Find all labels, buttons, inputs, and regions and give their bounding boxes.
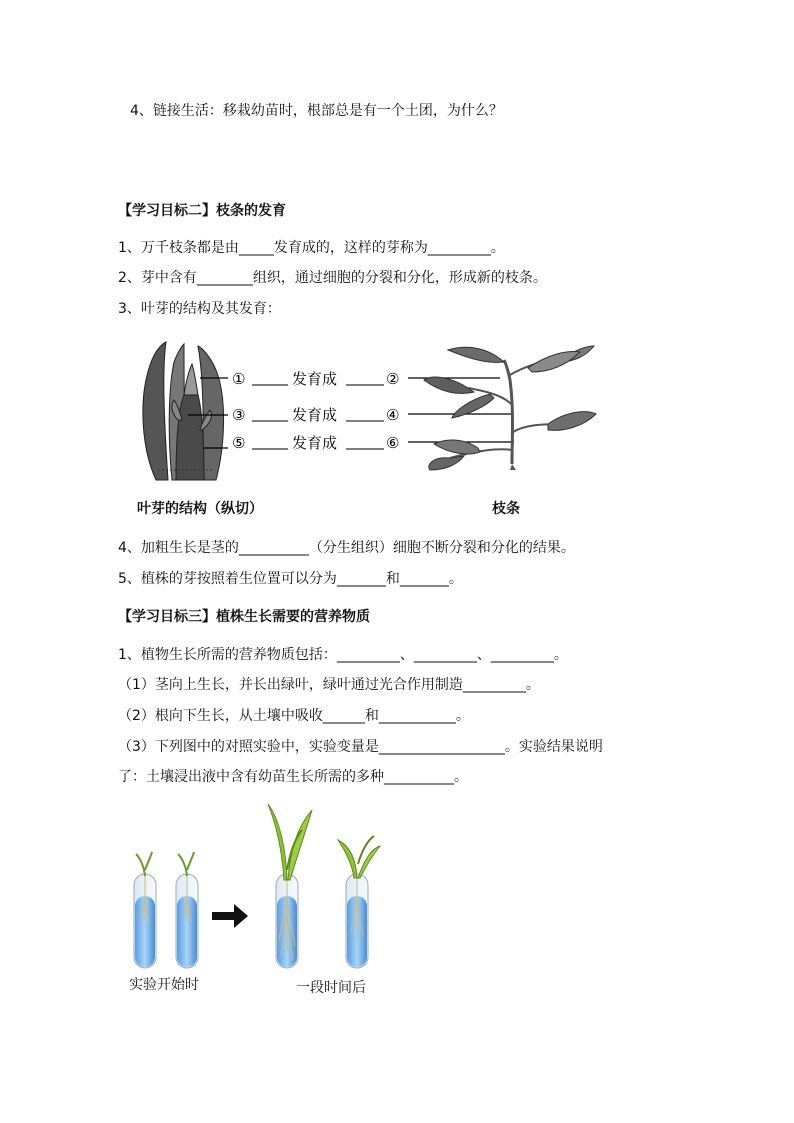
label-circle-4: ④ (386, 406, 400, 424)
question-root-absorb: （2）根向下生长，从土壤中吸收______和___________。 (118, 708, 470, 724)
caption-branch: 枝条 (492, 501, 520, 517)
branch-illustration (424, 346, 596, 470)
question-experiment-variable: （3）下列图中的对照实验中，实验变量是__________________。实验结果说明 (118, 739, 603, 755)
label-develop-2: 发育成 (292, 406, 338, 424)
leaf-bud-section-illustration (143, 342, 224, 480)
question-transplant: 4、链接生活：移栽幼苗时，根部总是有一个土团，为什么？ (130, 103, 503, 119)
arrow-icon (212, 904, 248, 928)
label-circle-3: ③ (232, 406, 246, 424)
question-photosynthesis: （1）茎向上生长，并长出绿叶，绿叶通过光合作用制造_________。 (118, 677, 540, 693)
label-circle-1: ① (232, 370, 246, 388)
label-circle-2: ② (386, 370, 400, 388)
test-tube-start-1 (134, 852, 156, 968)
label-circle-5: ⑤ (232, 434, 246, 452)
test-tube-after-2 (338, 836, 380, 968)
label-circle-6: ⑥ (386, 434, 400, 452)
label-experiment-after: 一段时间后 (296, 980, 366, 996)
question-experiment-conclusion: 了：土壤浸出液中含有幼苗生长所需的多种__________。 (118, 769, 468, 785)
section-title-goal-3: 【学习目标三】植株生长需要的营养物质 (118, 609, 370, 625)
question-bud-tissue: 2、芽中含有________组织，通过细胞的分裂和分化，形成新的枝条。 (118, 270, 547, 286)
leaf-bud-figure (128, 340, 598, 490)
label-experiment-start: 实验开始时 (129, 977, 199, 993)
question-branch-origin: 1、万千枝条都是由_____发育成的，这样的芽称为_________。 (118, 240, 505, 256)
question-nutrients: 1、植物生长所需的营养物质包括：_________、_________、_________。 (118, 647, 568, 663)
question-bud-position: 5、植株的芽按照着生位置可以分为_______和_______。 (118, 571, 463, 587)
question-bud-structure: 3、叶芽的结构及其发育： (118, 301, 281, 317)
test-tube-experiment-figure (118, 800, 398, 980)
test-tube-after-1 (268, 804, 312, 968)
label-develop-3: 发育成 (292, 434, 338, 452)
test-tube-start-2 (176, 852, 198, 968)
question-stem-thickening: 4、加粗生长是茎的__________（分生组织）细胞不断分裂和分化的结果。 (118, 540, 575, 556)
section-title-goal-2: 【学习目标二】枝条的发育 (118, 203, 286, 219)
caption-leaf-bud-section: 叶芽的结构（纵切） (137, 501, 263, 517)
label-develop-1: 发育成 (292, 370, 338, 388)
